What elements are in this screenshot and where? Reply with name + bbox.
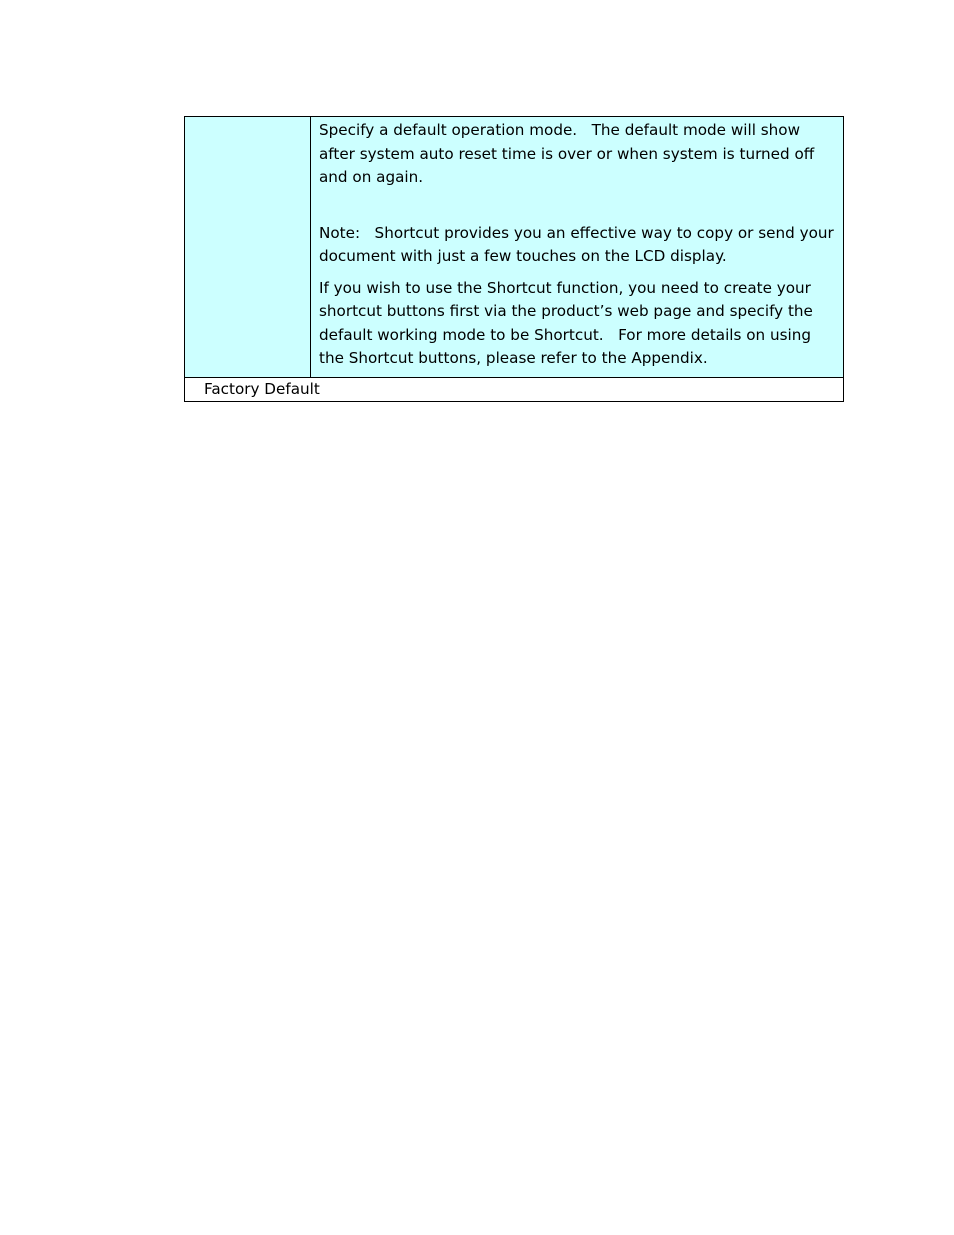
setting-label-cell [185, 117, 311, 378]
table-row [185, 117, 844, 378]
description-paragraph: Specify a default operation mode. The default mode will show after system auto reset time is over or when system is turned off and on again. [319, 121, 820, 186]
shortcut-paragraph: If you wish to use the Shortcut function, you need to create your shortcut buttons first via the product’s web page and specify the default working mode to be Shortcut. For more details on using the Shortcut buttons, please refer to the Appendix. [319, 278, 818, 367]
setting-description-cell [311, 117, 844, 378]
factory-default-row [185, 377, 844, 401]
settings-table [184, 116, 844, 402]
factory-default-label: Factory Default [204, 379, 320, 398]
factory-default-cell [185, 377, 844, 401]
note-paragraph: Note: Shortcut provides you an effective way to copy or send your document with just a few touches on the LCD display. [319, 223, 839, 265]
